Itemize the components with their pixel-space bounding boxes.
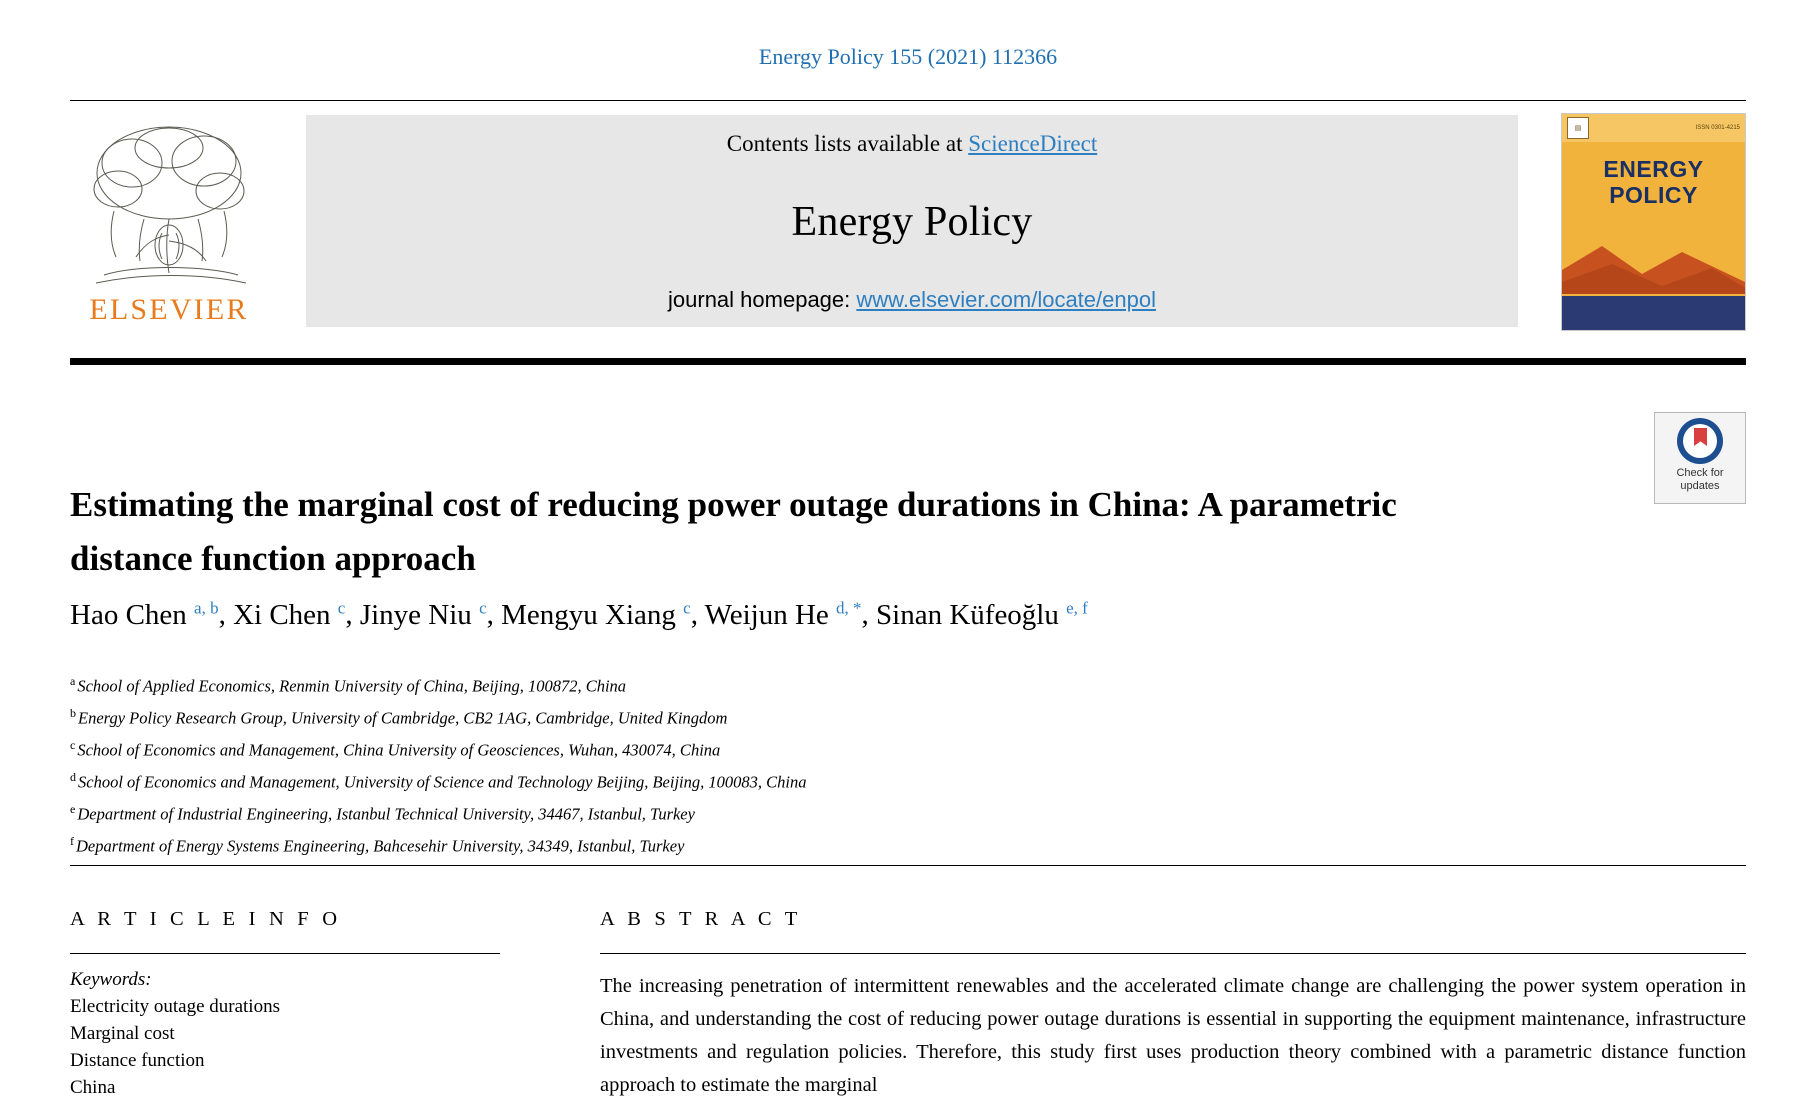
keywords-label: Keywords:	[70, 969, 152, 990]
journal-cover-thumbnail	[1561, 113, 1746, 331]
journal-masthead	[70, 100, 1746, 331]
author-item	[876, 599, 1088, 631]
author-affil-marks: a, b	[194, 598, 219, 617]
keyword-item: Marginal cost	[70, 1023, 175, 1044]
masthead-bottom-rule	[70, 358, 1746, 365]
journal-homepage-link[interactable]: www.elsevier.com/locate/enpol	[856, 287, 1156, 312]
affiliation-mark: c	[70, 738, 76, 752]
cover-title-line1: ENERGY	[1603, 156, 1704, 182]
check-for-updates-badge[interactable]	[1654, 412, 1746, 504]
cover-mountain-graphic	[1562, 230, 1745, 294]
cover-footer-strip	[1562, 296, 1745, 330]
affiliation-mark: b	[70, 706, 76, 720]
affiliation-text: Department of Energy Systems Engineering, Bahcesehir University, 34349, Istanbul, Turkey	[76, 836, 685, 856]
author-item	[70, 599, 219, 631]
journal-title: Energy Policy	[791, 199, 1033, 245]
author-item	[233, 599, 345, 631]
affiliation-text: Energy Policy Research Group, University of Cambridge, CB2 1AG, Cambridge, United Kingdom	[78, 708, 728, 728]
contents-available-line	[727, 131, 1097, 157]
affiliation-item	[70, 764, 1520, 796]
crossmark-icon	[1677, 418, 1723, 464]
affiliation-text: Department of Industrial Engineering, Istanbul Technical University, 34467, Istanbul, Turkey	[77, 804, 695, 824]
running-head: Energy Policy 155 (2021) 112366	[758, 44, 1058, 69]
contents-box	[306, 115, 1518, 327]
author-affil-marks: c	[683, 598, 691, 617]
author-list: Hao Chen $^{a, b}$, Xi Chen $^c$, Jinye Niu $^c$, Mengyu Xiang $^c$, Weijun He $^{d, *}$, Sinan Küfeoğlu $^{e, f}$	[70, 598, 1088, 631]
affiliation-item	[70, 700, 1520, 732]
check-updates-line1: Check for	[1676, 467, 1724, 479]
cover-title	[1562, 156, 1745, 208]
elsevier-wordmark: ELSEVIER	[89, 293, 249, 326]
author-item	[705, 599, 862, 631]
affiliation-item	[70, 668, 1520, 700]
author-affil-marks: e, f	[1066, 598, 1088, 617]
elsevier-logo	[70, 115, 268, 327]
affiliation-mark: f	[70, 834, 74, 848]
author-affil-marks: d, *	[836, 598, 862, 617]
affiliation-mark: a	[70, 674, 76, 688]
author-affil-marks: c	[337, 598, 346, 617]
abstract-rule	[600, 953, 1746, 954]
author-name: Hao Chen	[70, 598, 187, 631]
page-title: Estimating the marginal cost of reducing power outage durations in China: A parametric distance function approach	[70, 485, 1397, 579]
cover-badge-icon: ▤	[1567, 117, 1589, 139]
affiliation-mark: d	[70, 770, 76, 784]
elsevier-tree-icon	[74, 115, 264, 291]
article-info-rule	[70, 953, 500, 954]
cover-title-line2: POLICY	[1609, 182, 1698, 208]
article-info-heading: A R T I C L E I N F O	[70, 908, 342, 930]
cover-issn-text: ISSN 0301-4215	[1695, 125, 1740, 131]
affiliation-item	[70, 732, 1520, 764]
journal-homepage-line	[668, 287, 1156, 313]
author-name: Sinan Küfeoğlu	[876, 598, 1059, 631]
sciencedirect-link[interactable]: ScienceDirect	[968, 131, 1098, 156]
author-item	[360, 599, 487, 631]
keyword-item: China	[70, 1077, 116, 1098]
check-updates-label	[1676, 467, 1723, 493]
homepage-prefix: journal homepage:	[668, 287, 857, 312]
author-name: Mengyu Xiang	[501, 598, 676, 631]
affiliation-text: School of Economics and Management, University of Science and Technology Beijing, Beijing, 100083, China	[78, 772, 807, 792]
affiliation-item	[70, 796, 1520, 828]
affiliation-mark: e	[70, 802, 76, 816]
cover-header-strip	[1562, 114, 1745, 142]
author-name: Jinye Niu	[359, 598, 472, 631]
affiliation-list	[70, 668, 1520, 860]
keywords-block	[70, 966, 500, 1101]
affiliation-item	[70, 828, 1520, 860]
author-affil-marks: c	[479, 598, 487, 617]
affiliation-text: School of Economics and Management, China University of Geosciences, Wuhan, 430074, China	[77, 740, 721, 760]
author-item	[501, 599, 691, 631]
abstract-column	[600, 908, 1746, 1102]
author-name: Xi Chen	[233, 598, 331, 631]
abstract-text: The increasing penetration of intermittent renewables and the accelerated climate change are challenging the power system operation in China, and understanding the cost of reducing power outage durations is essential in supporting the equipment maintenance, infrastructure investments and regulation policies. Therefore, this study first uses production theory combined with a parametric distance function approach to estimate the marginal	[600, 975, 1746, 1096]
keyword-item: Distance function	[70, 1050, 205, 1071]
check-updates-line2: updates	[1680, 480, 1720, 492]
article-info-column	[70, 908, 500, 1101]
contents-prefix: Contents lists available at	[726, 131, 969, 156]
affiliation-text: School of Applied Economics, Renmin University of China, Beijing, 100872, China	[77, 676, 627, 696]
abstract-heading: A B S T R A C T	[600, 908, 802, 930]
affiliations-bottom-rule	[70, 865, 1746, 866]
keyword-item: Electricity outage durations	[70, 996, 280, 1017]
author-name: Weijun He	[704, 598, 829, 631]
